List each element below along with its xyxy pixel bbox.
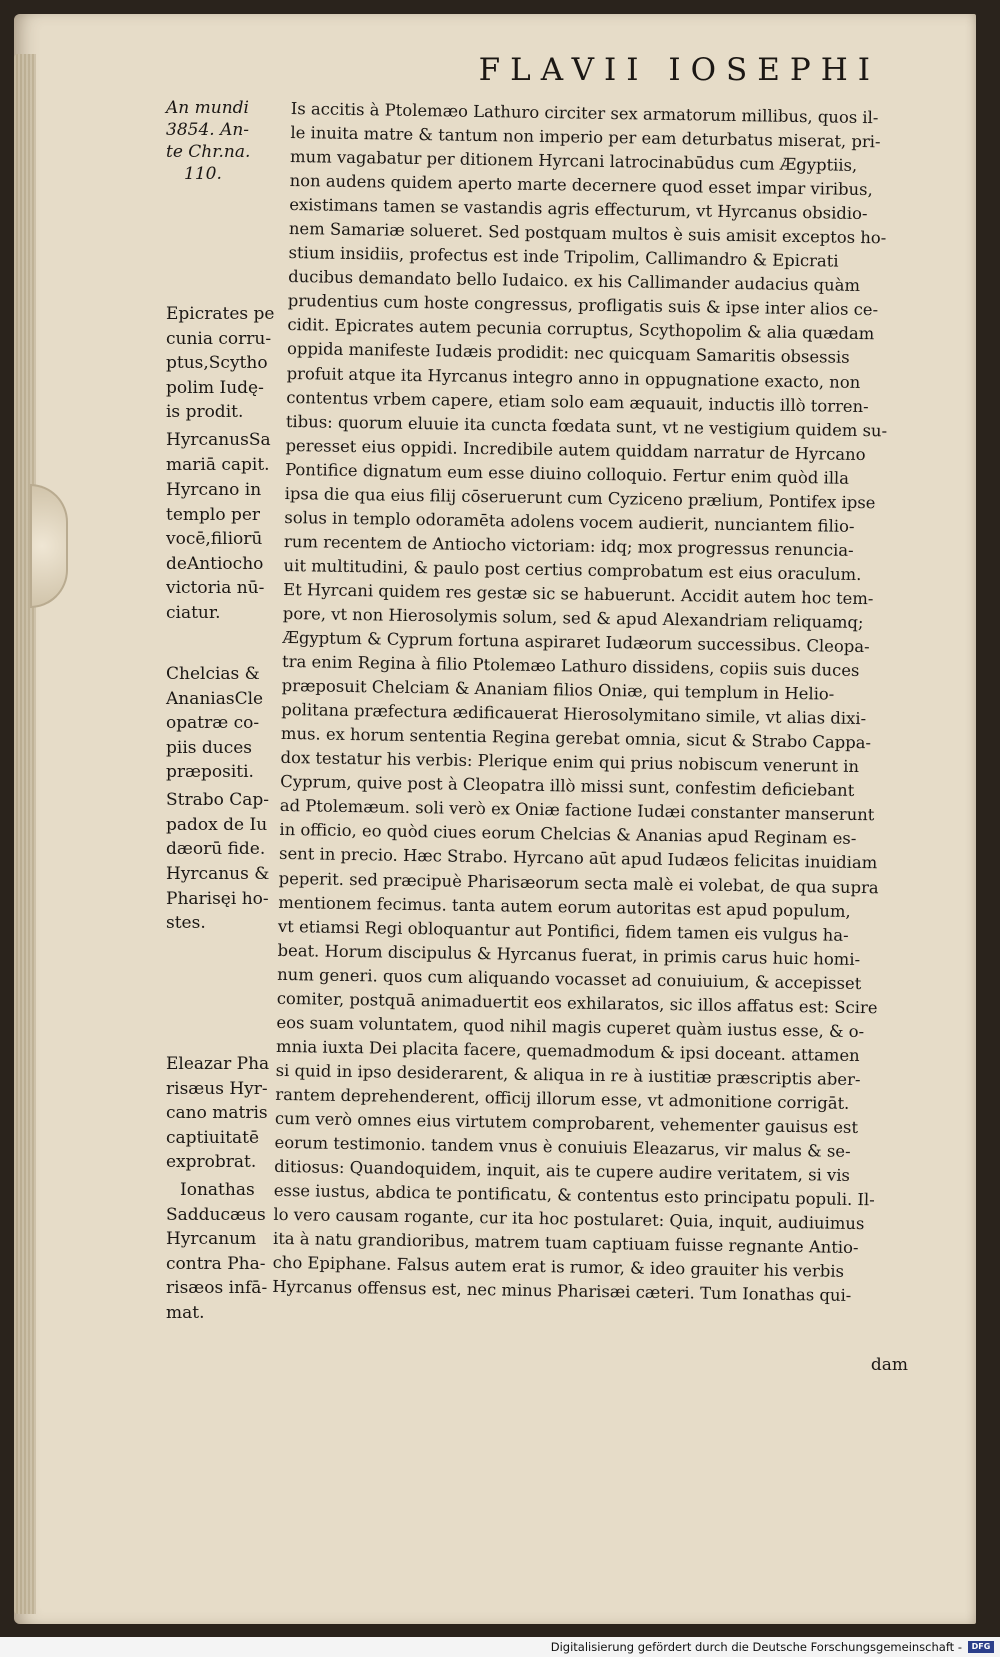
side-note-line: risæos infā-: [166, 1278, 268, 1298]
side-note-line: polim Iudę-: [166, 377, 264, 398]
body-line: lo vero causam rogante, cur ita hoc postularet: Quia, inquit, audiuimus: [273, 1205, 865, 1234]
body-line: ad Ptolemæum. soli verò ex Oniæ factione Iudæi constanter manserunt: [279, 796, 875, 825]
body-line: ducibus demandato bello Iudaico. ex his Callimander audacius quàm: [288, 267, 861, 296]
body-line: politana præfectura ædificauerat Hierosolymitano simile, vt alias dixi-: [281, 700, 867, 729]
catchword: dam: [870, 1355, 908, 1375]
side-note-line: ptus,Scytho: [166, 353, 268, 373]
book-clip: [30, 484, 68, 608]
body-line: cho Epiphane. Falsus autem erat is rumor, & ideo grauiter his verbis: [272, 1253, 845, 1282]
side-note-line: risæus Hyr-: [166, 1078, 268, 1099]
side-note-line: mariā capit.: [166, 454, 270, 475]
body-line: prudentius cum hoste congressus, profligatis suis & ipse inter alios ce-: [287, 291, 879, 320]
body-line: Hyrcanus offensus est, nec minus Pharisæi cæteri. Tum Ionathas qui-: [272, 1277, 852, 1306]
side-note-line: Eleazar Pha: [166, 1054, 270, 1074]
body-line: ita à natu grandioribus, matrem tuam captiuam fuisse regnante Antio-: [272, 1229, 859, 1258]
body-line: ditiosus: Quandoquidem, inquit, ais te cupere audire veritatem, si vis: [274, 1156, 851, 1185]
running-head: FLAVII IOSEPHI: [478, 52, 880, 88]
side-note-line: vocē,filiorū: [166, 529, 263, 549]
body-line: eorum testimonio. tandem vnus è conuiuis Eleazarus, vir malus & se-: [274, 1132, 851, 1161]
side-note-line: piis duces: [166, 737, 253, 758]
side-note-eleazar: [166, 1052, 269, 1175]
body-line: eos suam voluntatem, quod nihil magis cuperet quàm iustus esse, & o-: [276, 1012, 865, 1041]
body-line: in officio, eo quòd ciues eorum Chelcias & Ananias apud Reginam es-: [279, 820, 857, 849]
date-note-line: te Chr.na.: [166, 142, 251, 162]
body-line: le inuita matre & tantum non imperio per eam deturbatus miserat, pri-: [290, 123, 881, 152]
side-note-line: præpositi.: [166, 762, 254, 782]
body-line: comiter, postquā animaduertit eos exhilaratos, sic illos affatus est: Scire: [276, 988, 878, 1018]
side-note-line: is prodit.: [166, 402, 244, 422]
date-note-line: 3854. An-: [166, 120, 250, 140]
side-note-line: AnaniasCle: [166, 688, 264, 709]
side-note-line: templo per: [166, 504, 261, 525]
side-note-line: contra Pha-: [166, 1253, 266, 1274]
side-note-line: ciatur.: [166, 602, 221, 623]
body-line: Pontifice dignatum eum esse diuino colloquio. Fertur enim quòd illa: [285, 459, 850, 488]
body-line: solus in templo odoramēta adolens vocem audierit, nunciantem filio-: [284, 507, 855, 536]
side-note-line: victoria nū-: [166, 578, 265, 598]
body-line: mnia iuxta Dei placita facere, quemadmodum & ipsi doceant. attamen: [275, 1036, 860, 1065]
side-note-line: dæorū fide.: [166, 839, 266, 859]
body-line: esse iustus, abdica te pontificatu, & contentus esto principatu populi. Il-: [273, 1180, 875, 1210]
body-line: pore, vt non Hierosolymis solum, sed & apud Alexandriam reliquamq;: [282, 603, 864, 633]
side-note-line: stes.: [166, 913, 206, 933]
body-line: Cyprum, quive post à Cleopatra illò missi sunt, confestim deficiebant: [280, 772, 855, 801]
body-line: num generi. quos cum aliquando vocasset ad conuiuium, & accepisset: [277, 964, 862, 993]
page-gutter: [14, 54, 36, 1614]
body-line: mentionem fecimus. tanta autem eorum autoritas est apud populum,: [278, 892, 851, 921]
body-line: Et Hyrcani quidem res gestæ sic se habuerunt. Accidit autem hoc tem-: [283, 579, 874, 609]
side-note-line: deAntiocho: [166, 553, 264, 574]
side-note-line: Strabo Cap-: [166, 790, 270, 810]
side-note-line: Hyrcanus &: [166, 864, 270, 884]
body-line: peresset eius oppidi. Incredibile autem quiddam narratur de Hyrcano: [285, 435, 866, 464]
body-line: peperit. sed præcipuè Pharisæorum secta malè ei volebat, de qua supra: [278, 868, 879, 897]
side-note-line: opatræ co-: [166, 713, 260, 733]
digitization-footer: Digitalisierung gefördert durch die Deutsche Forschungsgemeinschaft -: [0, 1637, 1000, 1657]
body-line: tibus: quorum eluuie ita cuncta fœdata sunt, vt ne vestigium quidem su-: [285, 411, 888, 441]
body-line: cidit. Epicrates autem pecunia corruptus, Scythopolim & alia quædam: [287, 315, 875, 344]
body-line: uit multitudini, & paulo post certius comprobatum est eius oraculum.: [283, 555, 862, 584]
side-note-epicrates: [166, 302, 274, 425]
side-note-chelcias: [166, 662, 263, 785]
side-note-ionathas: [166, 1178, 267, 1325]
body-line: beat. Horum discipulus & Hyrcanus fuerat, in primis carus huic homi-: [277, 940, 861, 969]
body-line: rum recentem de Antiocho victoriam: idq; mox progressus renuncia-: [283, 531, 854, 560]
body-line: cum verò omnes eius virtutem comprobarent, vehementer gauisus est: [274, 1108, 859, 1138]
side-note-line: exprobrat.: [166, 1152, 257, 1172]
dfg-logo: DFG: [968, 1641, 994, 1653]
body-line: tra enim Regina à filio Ptolemæo Lathuro dissidens, copiis suis duces: [281, 652, 860, 681]
side-note-line: Chelcias &: [166, 664, 260, 684]
side-note-line: cano matris: [166, 1103, 268, 1123]
side-note-line: Ionathas: [180, 1180, 255, 1200]
body-line: contentus vrbem capere, etiam solo eam æquauit, inductis illò torren-: [286, 387, 869, 416]
date-note-line: 110.: [184, 164, 222, 184]
side-note-line: captiuitatē: [166, 1127, 260, 1148]
side-note-line: Epicrates pe: [166, 304, 275, 324]
body-line: vt etiamsi Regi obloquantur aut Pontifici, fidem tamen eis vulgus ha-: [277, 916, 849, 945]
date-marginal-note: [166, 97, 286, 185]
side-note-line: padox de Iu: [166, 814, 268, 835]
body-line: non audens quidem aperto marte decernere quod esset impar viribus,: [289, 171, 873, 200]
side-note-line: Sadducæus: [166, 1204, 266, 1225]
body-line: Ægyptum & Cyprum fortuna aspiraret Iudæorum successibus. Cleopa-: [282, 627, 870, 657]
body-line: rantem deprehenderent, officij illorum esse, vt admonitione corrigāt.: [275, 1084, 850, 1113]
body-line: ipsa die qua eius filij cōseruerunt cum Cyziceno prælium, Pontifex ipse: [284, 483, 876, 512]
side-note-line: Hyrcanum: [166, 1229, 257, 1249]
side-note-samaria: [166, 428, 271, 477]
side-note-voice: [166, 478, 264, 625]
side-note-strabo: [166, 788, 269, 862]
body-line: dox testatur his verbis: Plerique enim qui prius nobiscum venerunt in: [280, 748, 860, 777]
body-line: nem Samariæ solueret. Sed postquam multos è suis amisit exceptos ho-: [288, 219, 887, 248]
body-line: existimans tamen se vastandis agris effecturum, vt Hyrcanus obsidio-: [289, 195, 868, 224]
body-line: sent in precio. Hæc Strabo. Hyrcano aūt apud Iudæos felicitas inuidiam: [278, 844, 878, 873]
side-note-line: HyrcanusSa: [166, 430, 271, 450]
side-note-line: cunia corru-: [166, 328, 272, 349]
body-line: Is accitis à Ptolemæo Lathuro circiter sex armatorum millibus, quos il-: [290, 98, 879, 128]
side-note-line: Hyrcano in: [166, 480, 262, 500]
body-line: profuit atque ita Hyrcanus integro anno in oppugnatione exacto, non: [286, 363, 861, 392]
body-line: stium insidiis, profectus est inde Tripolim, Callimandro & Epicrati: [288, 243, 839, 271]
side-note-hyrcanus-pharisees: [166, 862, 269, 936]
date-note-line: An mundi: [166, 98, 249, 118]
body-line: si quid in ipso desiderarent, & aliqua in re à iustitiæ præscriptis aber-: [275, 1060, 861, 1089]
body-line: oppida manifeste Iudæis prodidit: nec quicquam Samaritis obsessis: [286, 339, 850, 368]
body-line: præposuit Chelciam & Ananiam filios Oniæ, qui templum in Helio-: [281, 676, 835, 704]
side-note-line: mat.: [166, 1302, 205, 1323]
body-line: mus. ex horum sententia Regina gerebat omnia, sicut & Strabo Cappa-: [280, 724, 872, 753]
body-line: mum vagabatur per ditionem Hyrcani latrocinabūdus cum Ægyptiis,: [289, 147, 858, 175]
body-text: [272, 97, 931, 1309]
side-note-line: Pharisęi ho-: [166, 888, 269, 909]
